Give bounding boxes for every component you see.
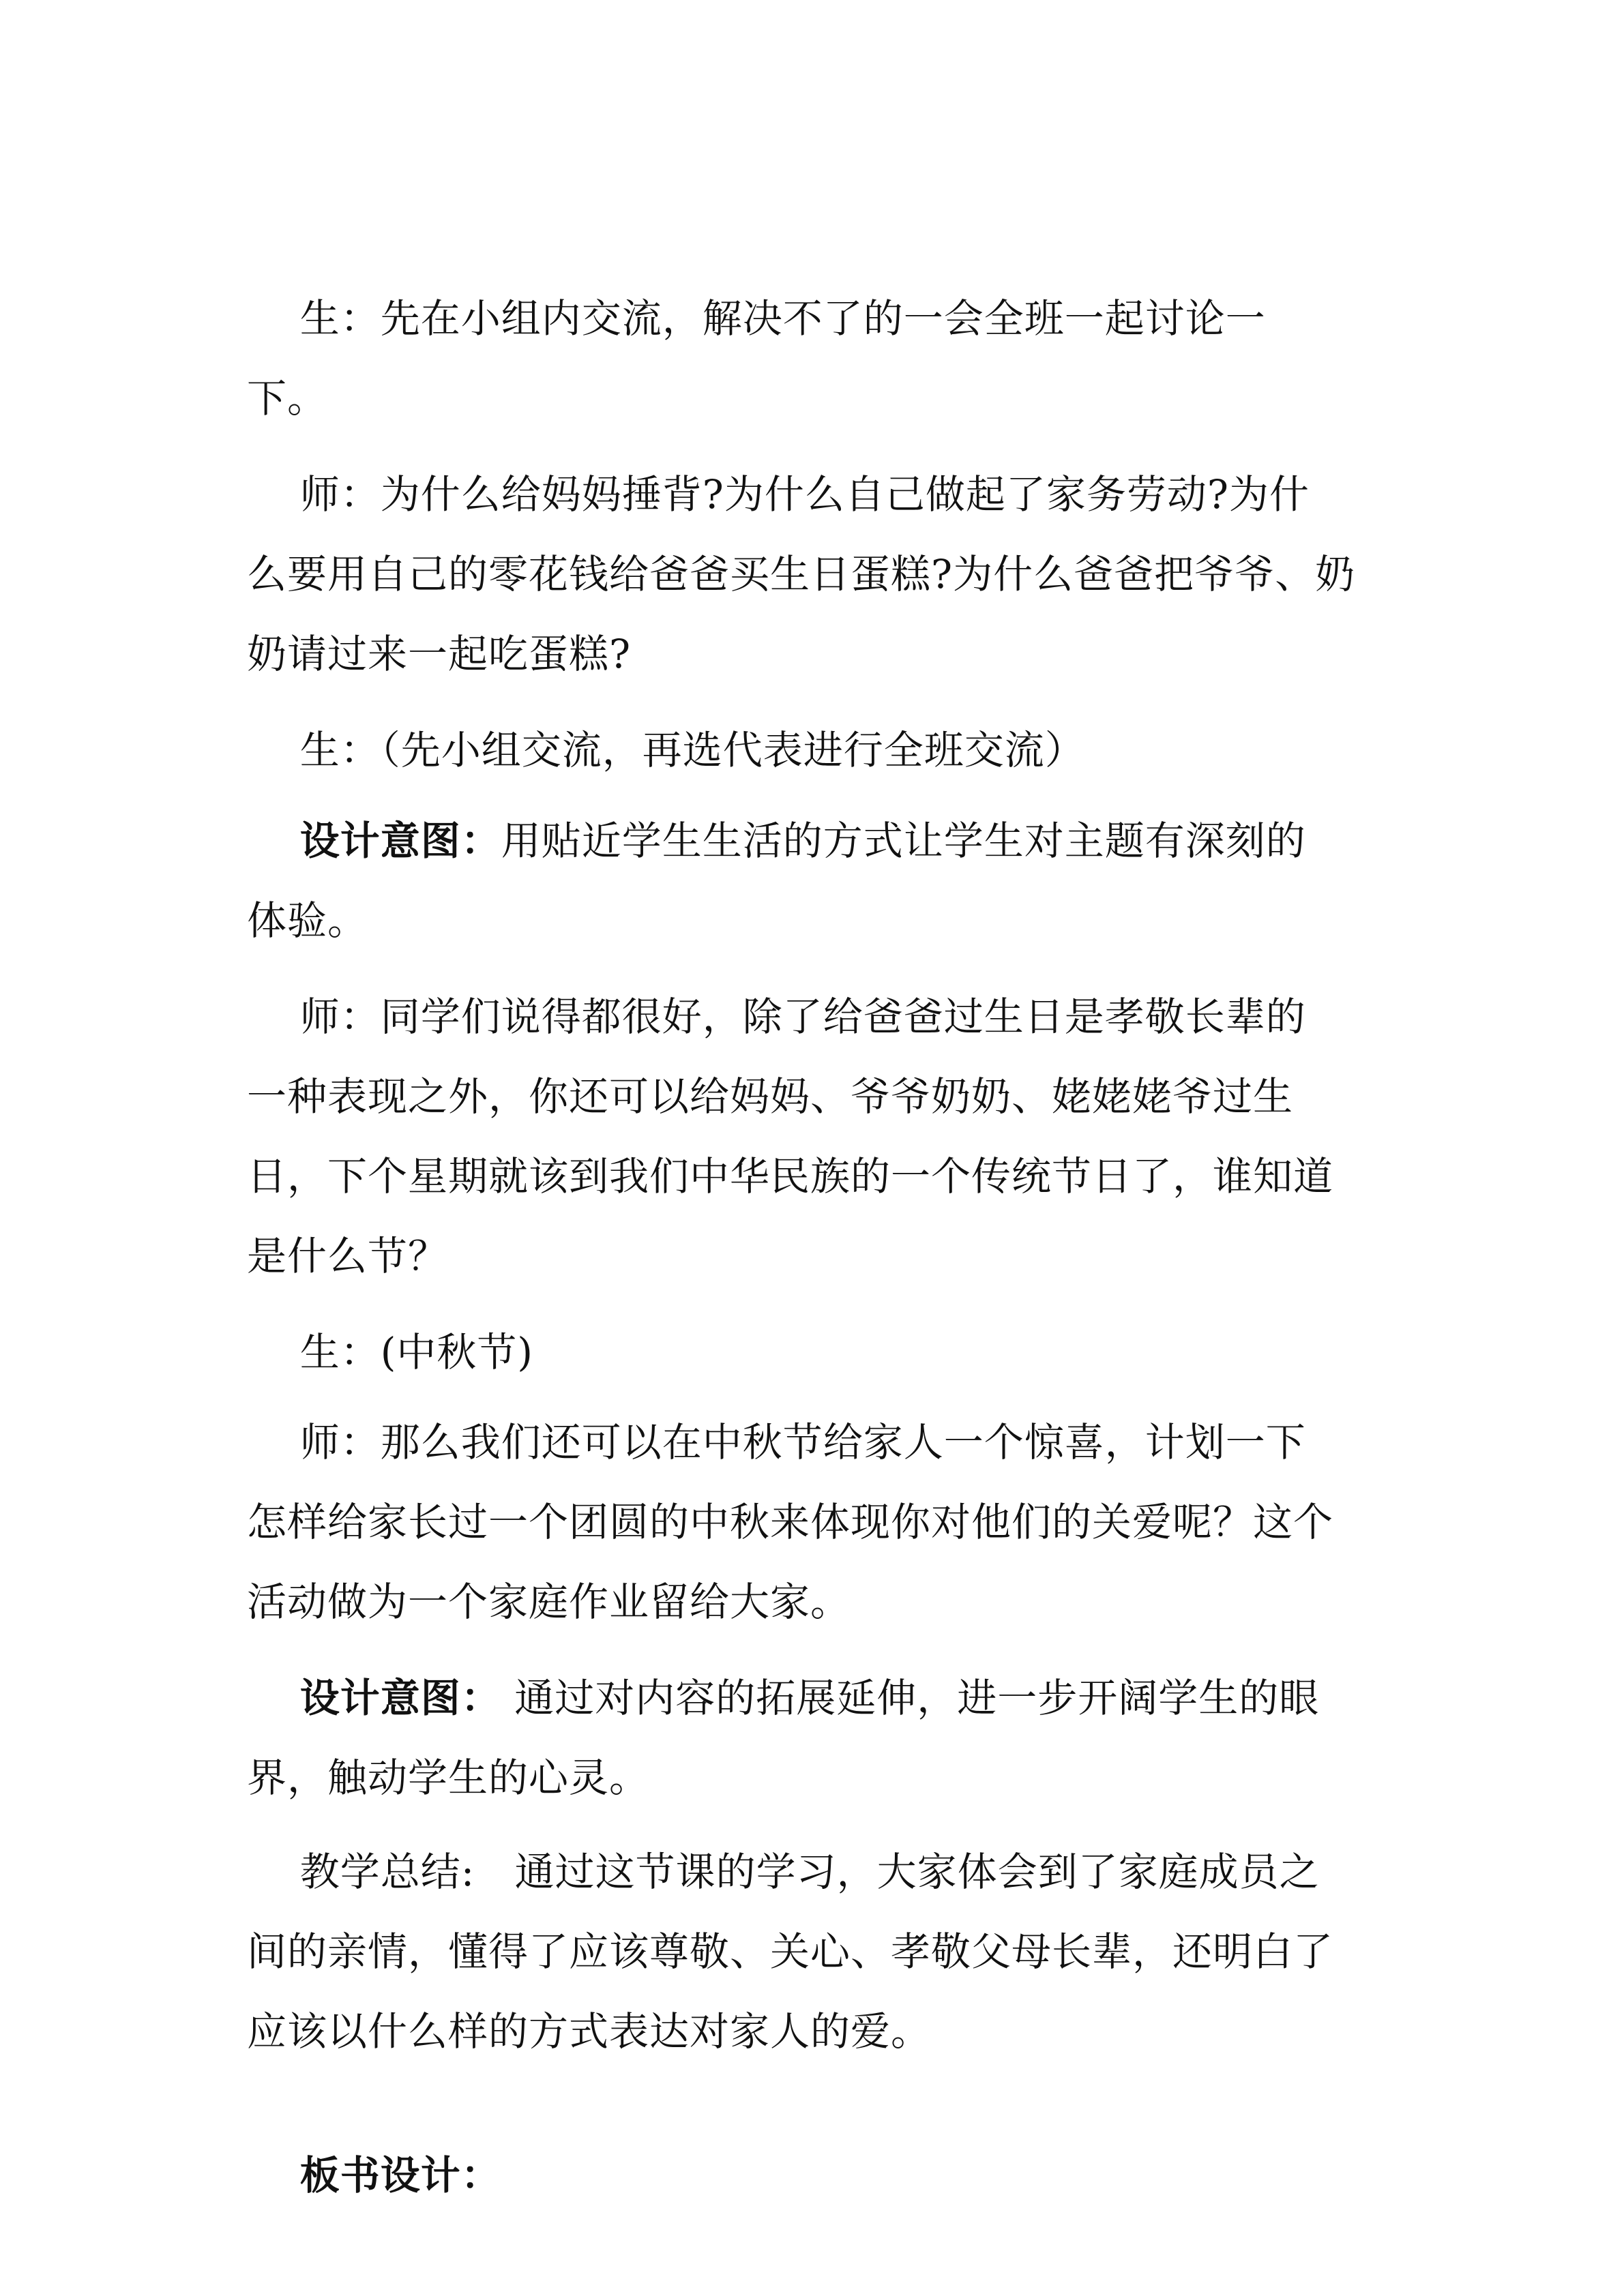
paragraph-text: 师：同学们说得都很好，除了给爸爸过生日是孝敬长辈的 一种表现之外，你还可以给妈妈、爷爷奶奶、姥姥姥爷过生 日，下个星期就该到我们中华民族的一个传统节日了，谁知道 是什么节？ <box>247 994 1334 1279</box>
paragraph-label: 设计意图： <box>299 1675 501 1721</box>
paragraph-text: 师：为什么给妈妈捶背?为什么自己做起了家务劳动?为什 么要用自己的零花钱给爸爸买生日蛋糕?为什么爸爸把爷爷、奶 奶请过来一起吃蛋糕? <box>247 471 1356 677</box>
paragraph-text: 教学总结: 通过这节课的学习，大家体会到了家庭成员之 间的亲情，懂得了应该尊敬、关心、孝敬父母长辈，还明白了 应该以什么样的方式表达对家人的爱。 <box>247 1849 1334 2055</box>
paragraph-text: 师：那么我们还可以在中秋节给家人一个惊喜，计划一下 怎样给家长过一个团圆的中秋来体现你对他们的关爱呢？这个 活动做为一个家庭作业留给大家。 <box>247 1419 1334 1625</box>
paragraph-text: 生：先在小组内交流，解决不了的一会全班一起讨论一 下。 <box>247 295 1266 421</box>
paragraph-text: 通过对内容的拓展延伸，进一步开阔学生的眼 界，触动学生的心灵。 <box>247 1675 1320 1801</box>
paragraph-text: 用贴近学生生活的方式让学生对主题有深刻的 体验。 <box>247 818 1306 944</box>
paragraph-text: 生：(中秋节) <box>299 1329 534 1375</box>
paragraph-text: 生：（先小组交流，再选代表进行全班交流） <box>299 727 1085 773</box>
paragraph-label: 设计意图： <box>299 818 501 864</box>
paragraph-board-design <box>247 2056 1406 2295</box>
paragraph-label: 板书设计： <box>299 2152 501 2198</box>
